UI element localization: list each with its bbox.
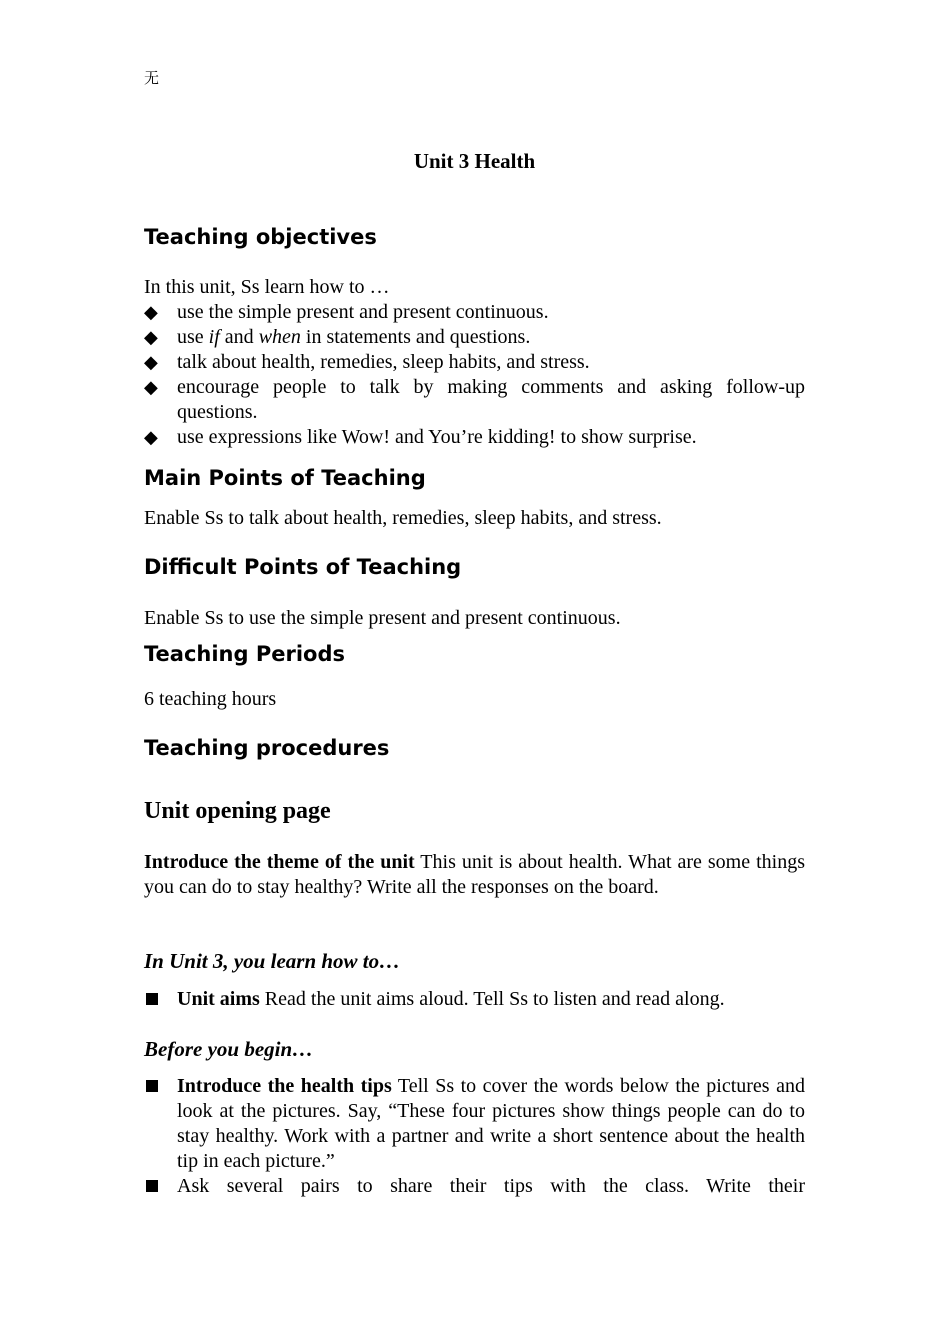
list-item	[144, 375, 805, 425]
objectives-list	[144, 275, 805, 450]
objective-text: use expressions like Wow! and You’re kidding! to show surprise.	[177, 426, 697, 448]
diamond-bullet-icon: ◆	[144, 302, 158, 322]
diamond-bullet-icon: ◆	[144, 352, 158, 372]
list-item-text: Unit aims Read the unit aims aloud. Tell Ss to listen and read along.	[177, 988, 725, 1010]
difficult-points-text: Enable Ss to use the simple present and present continuous.	[144, 607, 621, 629]
list-item	[144, 1174, 805, 1199]
periods-text: 6 teaching hours	[144, 688, 277, 710]
unit-opening-heading: Unit opening page	[144, 798, 331, 824]
learn-list	[144, 987, 805, 1012]
objective-text: use the simple present and present continuous.	[177, 301, 549, 323]
square-bullet-icon	[144, 987, 177, 1012]
objective-text: use if and when in statements and questions.	[177, 326, 531, 348]
diamond-bullet-icon: ◆	[144, 427, 158, 447]
list-item	[144, 350, 805, 375]
procedures-heading: Teaching procedures	[144, 736, 390, 760]
diamond-bullet-icon: ◆	[144, 377, 158, 397]
before-list	[144, 1074, 805, 1199]
unit-opening-text: This unit is about health. What are some things you can do to stay healthy? Write all the responses on the board.	[144, 851, 805, 898]
list-item	[144, 325, 805, 350]
main-points-heading: Main Points of Teaching	[144, 466, 426, 490]
learn-heading: In Unit 3, you learn how to…	[144, 949, 401, 973]
objective-text: talk about health, remedies, sleep habits, and stress.	[177, 351, 590, 373]
unit-opening-paragraph	[144, 850, 805, 900]
diamond-bullet-icon: ◆	[144, 327, 158, 347]
list-item-text: Introduce the health tips Tell Ss to cover the words below the pictures and look at the pictures. Say, “These four pictures show things people can do to stay healthy. Work with a partner and write a short sentence about the health tip in each picture.”	[177, 1075, 805, 1172]
main-points-text: Enable Ss to talk about health, remedies, sleep habits, and stress.	[144, 507, 662, 529]
list-item	[144, 300, 805, 325]
page-title: Unit 3 Health	[413, 149, 536, 173]
objectives-heading: Teaching objectives	[144, 225, 377, 249]
objectives-intro: In this unit, Ss learn how to …	[144, 276, 390, 298]
list-item	[144, 425, 805, 450]
objective-text: encourage people to talk by making comments and asking follow-up questions.	[177, 376, 805, 423]
header-mark: 无	[144, 71, 160, 87]
periods-heading: Teaching Periods	[144, 642, 345, 666]
list-item	[144, 987, 805, 1012]
before-heading: Before you begin…	[144, 1037, 314, 1061]
square-bullet-icon	[144, 1074, 177, 1099]
list-item-text: Ask several pairs to share their tips with the class. Write their	[177, 1175, 805, 1197]
unit-opening-lead: Introduce the theme of the unit	[144, 851, 415, 873]
square-bullet-icon	[144, 1174, 177, 1199]
difficult-points-heading: Difficult Points of Teaching	[144, 555, 462, 579]
list-item	[144, 1074, 805, 1174]
